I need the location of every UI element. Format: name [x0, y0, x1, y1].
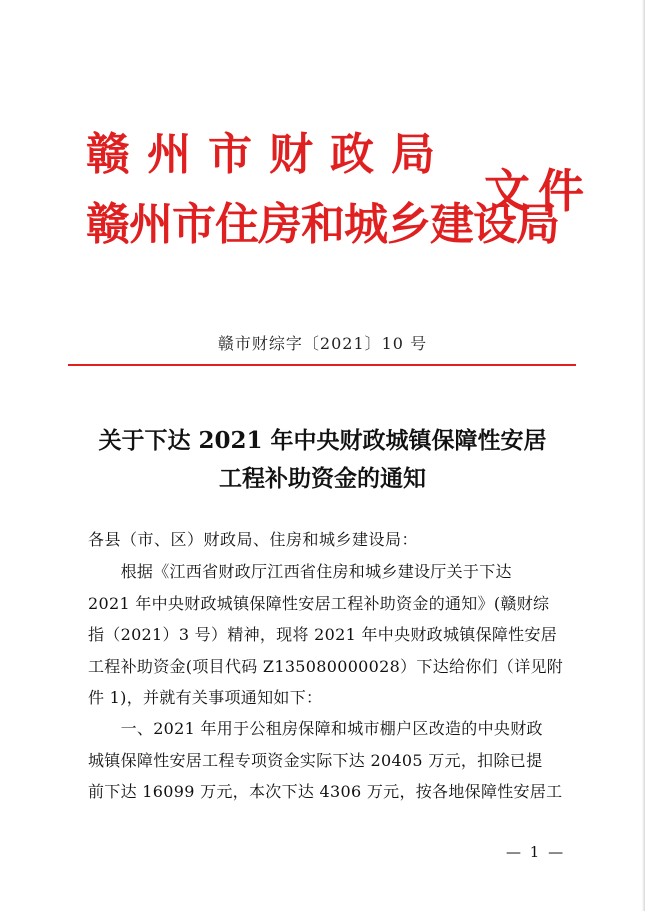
body-paragraph-2 [88, 713, 574, 808]
body-paragraph-1 [88, 556, 574, 714]
issuer-name-finance-bureau: 赣州市财政局 [86, 129, 452, 180]
paragraph-line: 工程补助资金(项目代码 Z135080000028）下达给你们（详见附 [88, 656, 564, 676]
document-title [0, 422, 645, 498]
page-number: — 1 — [506, 843, 566, 861]
issuer-name-housing-bureau: 赣州市住房和城乡建设局 [86, 199, 559, 250]
red-header-masthead [86, 118, 592, 268]
paragraph-line: 城镇保障性安居工程专项资金实际下达 20405 万元，扣除已提 [88, 750, 543, 770]
document-suffix: 文件 [484, 164, 592, 218]
paragraph-line: 一、2021 年用于公租房保障和城市棚户区改造的中央财政 [88, 719, 543, 738]
addressee: 各县（市、区）财政局、住房和城乡建设局： [88, 530, 419, 549]
title-line-2: 工程补助资金的通知 [219, 465, 426, 492]
paragraph-line: 件 1)，并就有关事项通知如下： [88, 688, 323, 707]
paragraph-line: 2021 年中央财政城镇保障性安居工程补助资金的通知》(赣财综 [88, 593, 550, 613]
paragraph-line: 前下达 16099 万元，本次下达 4306 万元，按各地保障性安居工 [88, 782, 563, 801]
title-line-1: 关于下达 2021 年中央财政城镇保障性安居 [98, 427, 547, 454]
paragraph-line: 指（2021）3 号）精神，现将 2021 年中央财政城镇保障性安居 [88, 625, 558, 644]
red-separator-line [68, 364, 576, 366]
paragraph-line: 根据《江西省财政厅江西省住房和城乡建设厅关于下达 [88, 562, 512, 581]
document-number: 赣市财综字〔2021〕10 号 [217, 334, 428, 353]
